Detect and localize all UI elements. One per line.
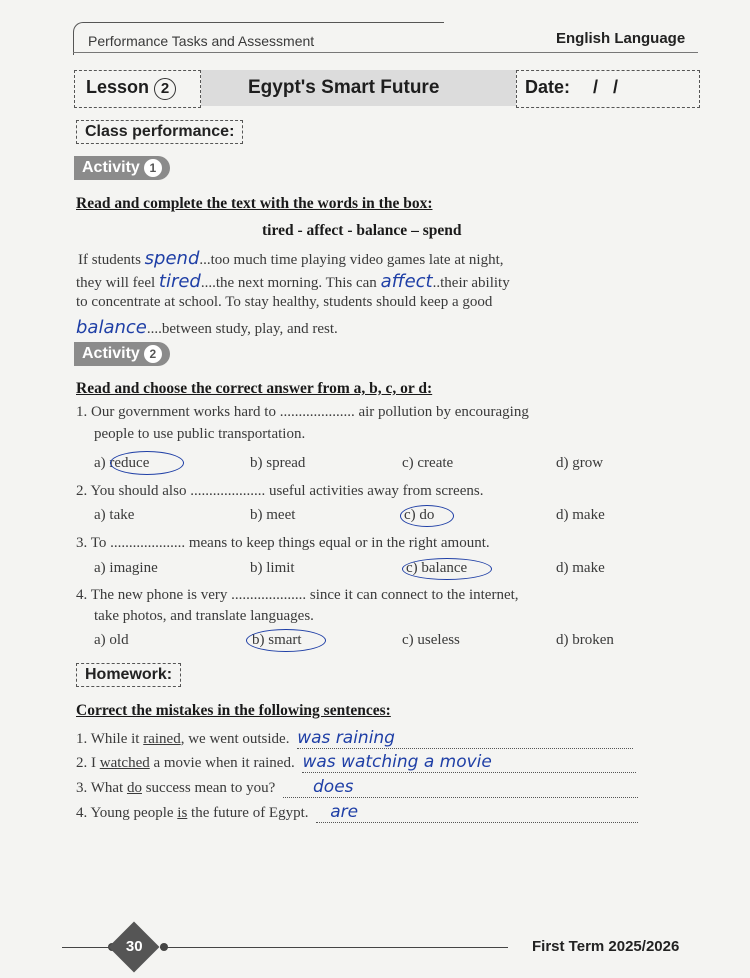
q3-option-c: c) balance [406,560,468,576]
answer-spend: spend [144,248,200,269]
q1-option-c: c) create [402,455,454,471]
date-label: Date: [525,77,571,97]
error-word-2: watched [99,755,150,771]
q1-answer-circle [110,451,184,475]
q2-answer-circle [400,505,454,527]
term-label: First Term 2025/2026 [532,938,680,955]
activity-2-badge [74,342,170,366]
subject-label: English Language [556,30,686,47]
q2-option-d: d) make [556,507,605,523]
homework-item-3: 3. What do success mean to you? does [76,777,696,798]
q2-option-c: c) do [404,507,435,523]
question-3: 3. To .................... means to keep things equal or in the right amount. [76,535,490,551]
homework-item-2: 2. I watched a movie when it rained. was watching a movie [76,752,696,773]
question-4-line-2: take photos, and translate languages. [94,608,314,624]
answer-balance: balance [76,317,147,338]
homework-item-1: 1. While it rained, we went outside. was raining [76,728,696,749]
question-2: 2. You should also .................... useful activities away from screens. [76,483,484,499]
word-box: tired - affect - balance – spend [262,222,462,239]
q3-answer-circle [402,558,492,580]
footer-dot-right [160,943,168,951]
date-slashes: / / [593,77,619,97]
activity-1-instruction: Read and complete the text with the words in the box: [76,195,433,212]
activity-1-label: Activity [82,159,140,176]
lesson-label [86,77,176,100]
activity-1-line-3: to concentrate at school. To stay healthy, students should keep a good [76,294,493,310]
question-4: 4. The new phone is very .................... since it can connect to the internet, [76,587,519,603]
question-1: 1. Our government works hard to .................... air pollution by encouraging [76,404,529,420]
error-word-3: do [126,780,142,796]
homework-instruction: Correct the mistakes in the following sentences: [76,702,391,719]
q4-option-b: b) smart [252,632,302,648]
activity-1-line-1: If students spend...too much time playing video games late at night, [78,248,504,269]
q4-option-d: d) broken [556,632,614,648]
question-1-line-2: people to use public transportation. [94,426,306,442]
q2-option-a: a) take [94,507,135,523]
homework-item-4: 4. Young people is the future of Egypt. are [76,802,696,823]
header-divider [73,52,698,53]
q1-option-d: d) grow [556,455,604,471]
correction-2: was watching a movie [302,752,492,772]
q4-answer-circle [246,629,326,652]
activity-2-instruction: Read and choose the correct answer from a, b, c, or d: [76,380,433,397]
q2-option-b: b) meet [250,507,296,523]
page-number: 30 [125,938,143,955]
footer-line-right [160,947,508,948]
homework-tag: Homework: [76,663,181,687]
answer-affect: affect [380,271,433,292]
activity-2-number: 2 [144,345,162,363]
activity-1-badge [74,156,170,180]
footer-line-left [62,947,110,948]
correction-1: was raining [297,728,395,748]
q1-option-a: a) reduce [94,455,150,471]
activity-2-label: Activity [82,345,140,362]
q3-option-b: b) limit [250,560,295,576]
q3-option-a: a) imagine [94,560,158,576]
correction-4: are [330,802,359,822]
lesson-number: 2 [154,78,176,100]
correction-3: does [313,777,354,797]
q4-option-a: a) old [94,632,129,648]
q3-option-d: d) make [556,560,605,576]
activity-1-number: 1 [144,159,162,177]
activity-1-line-2: they will feel tired....the next morning. This can affect..their ability [76,271,510,292]
q4-option-c: c) useless [402,632,460,648]
date-field [525,77,618,98]
lesson-title: Egypt's Smart Future [248,77,440,98]
header-title: Performance Tasks and Assessment [88,33,315,49]
page-number-badge [109,922,160,973]
q1-option-b: b) spread [250,455,306,471]
lesson-word: Lesson [86,77,150,97]
activity-1-line-4: balance....between study, play, and rest. [76,317,338,338]
error-word-1: rained [143,731,181,747]
class-performance-tag: Class performance: [76,120,243,144]
answer-tired: tired [158,271,201,292]
error-word-4: is [177,805,188,821]
